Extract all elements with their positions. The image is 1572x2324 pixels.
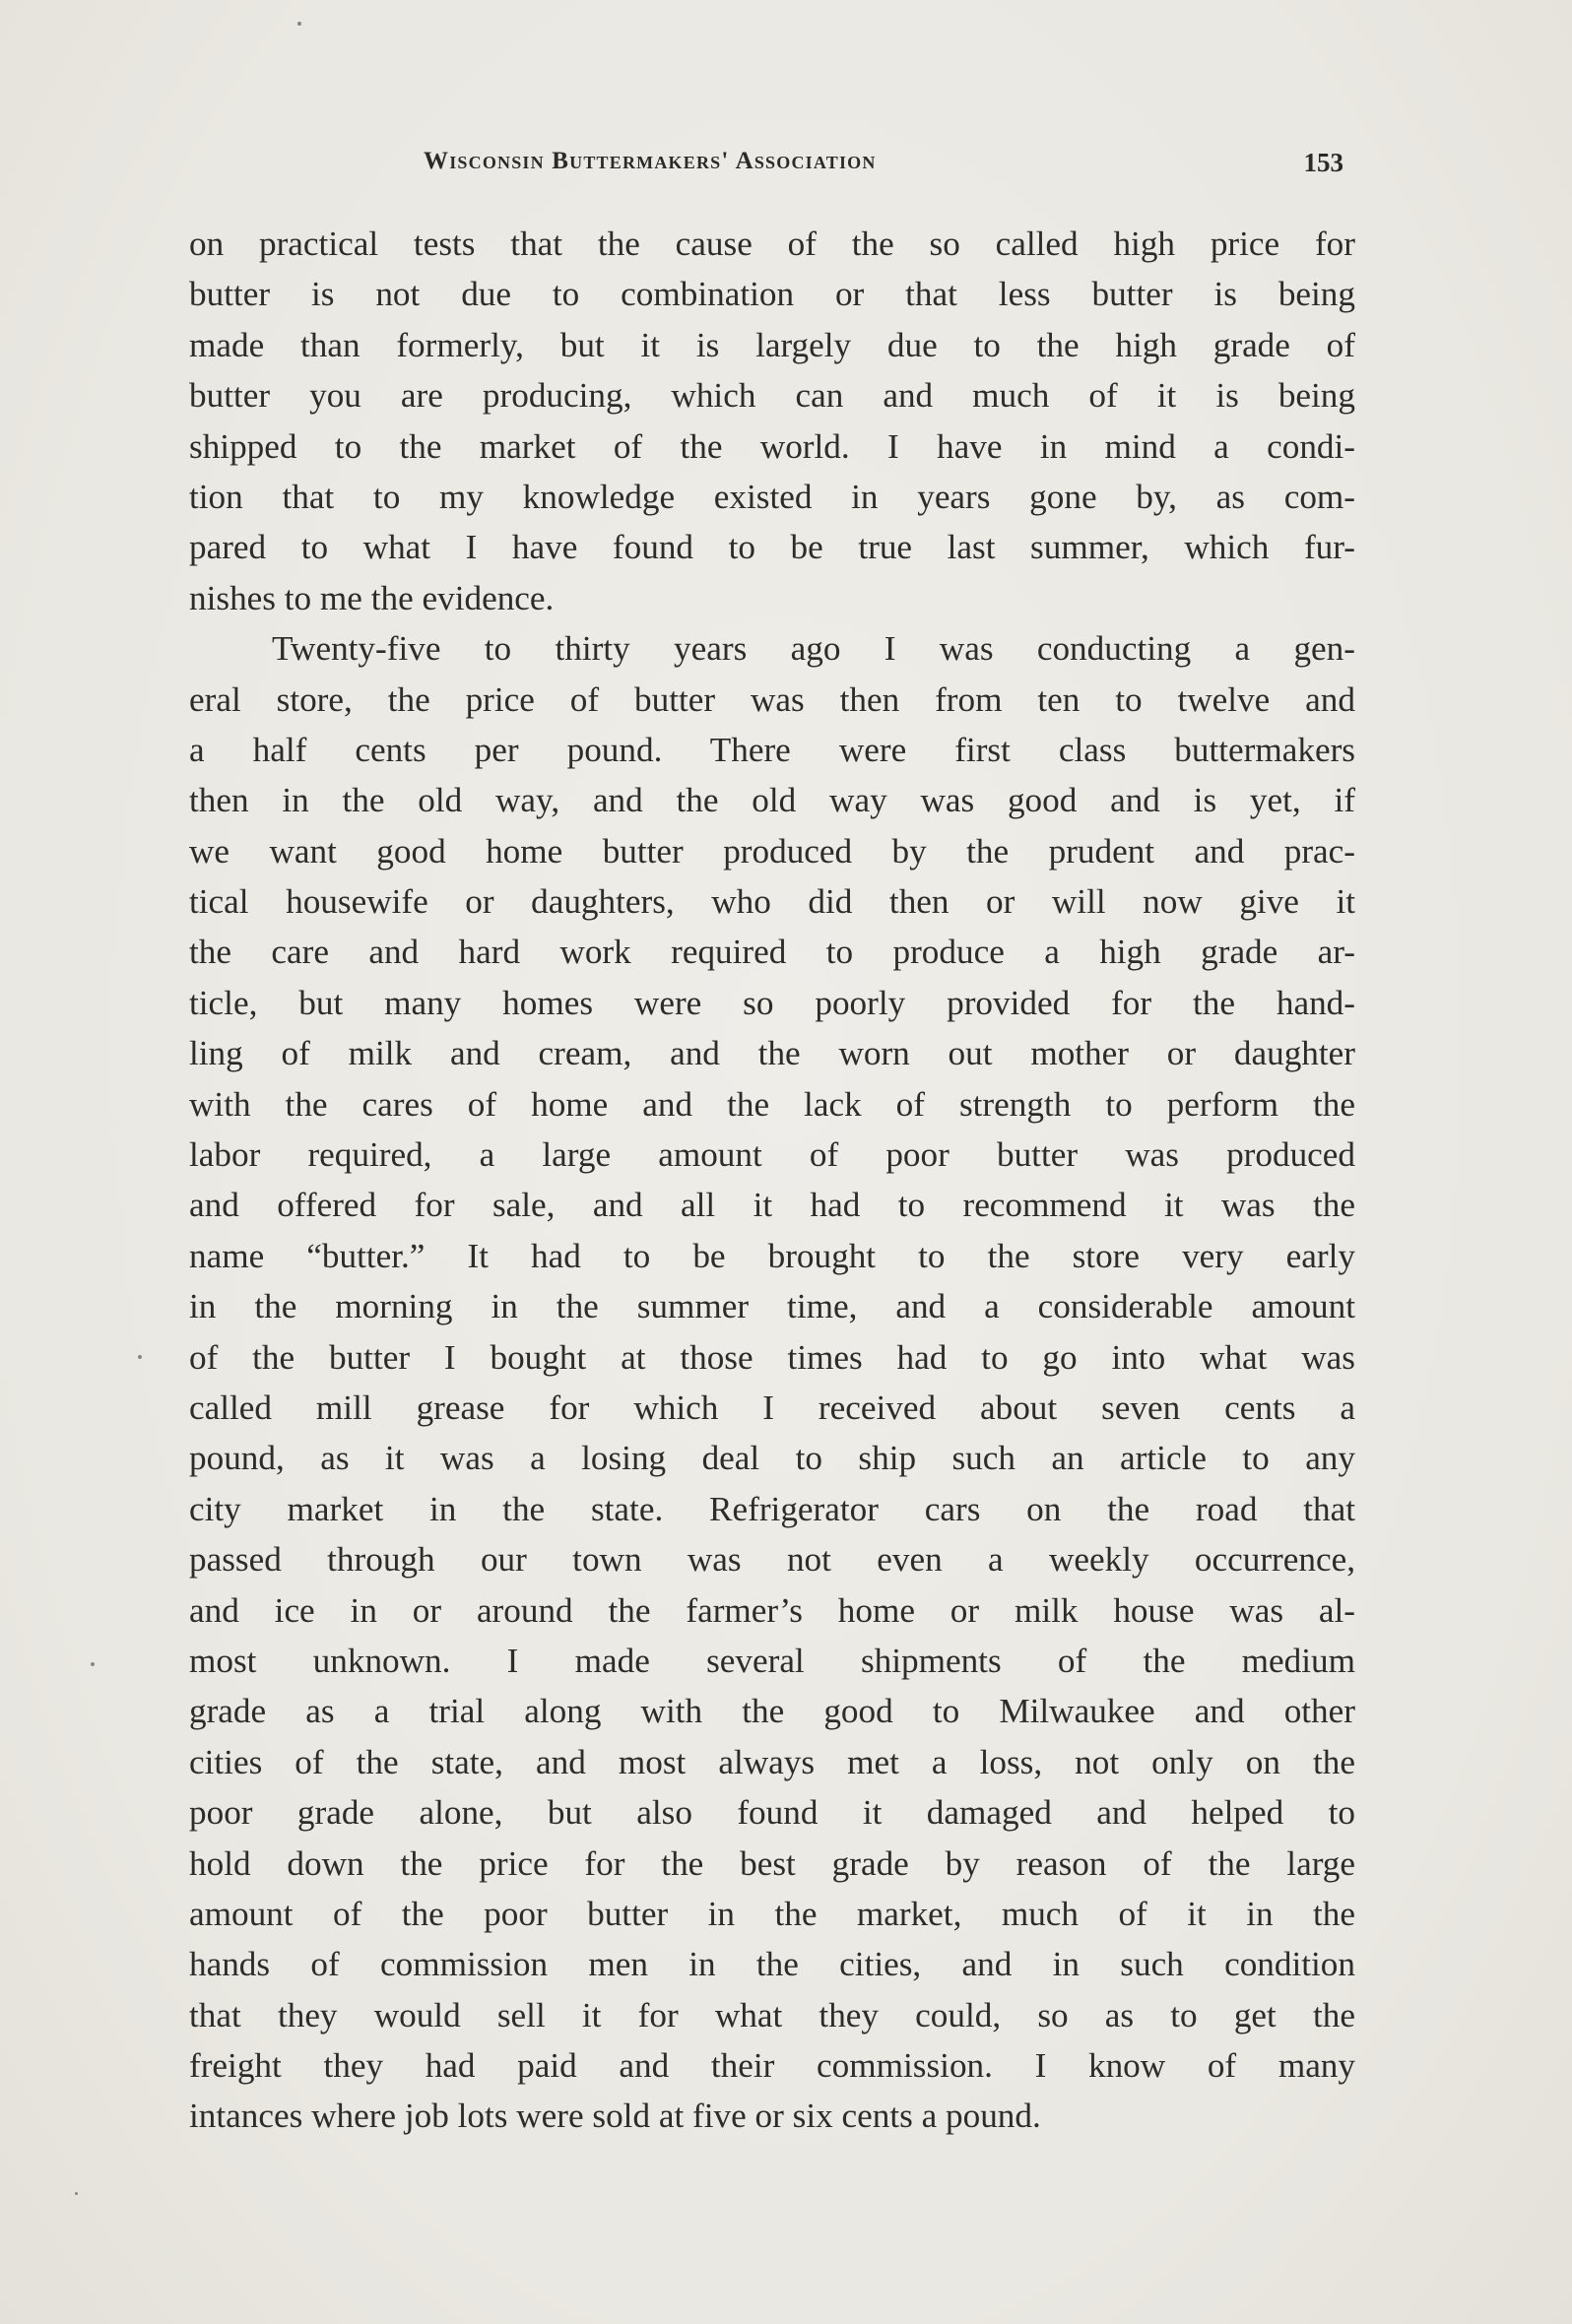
text-line: of the butter I bought at those times had to go into what was bbox=[189, 1337, 1355, 1377]
text-line: that they would sell it for what they could, so as to get the bbox=[189, 1995, 1355, 2034]
text-line: nishes to me the evidence. bbox=[189, 578, 555, 617]
paper-speck bbox=[297, 22, 301, 26]
text-line: butter you are producing, which can and much of it is being bbox=[189, 376, 1355, 416]
text-line: tical housewife or daughters, who did then or will now give it bbox=[189, 882, 1355, 922]
text-line: cities of the state, and most always met a loss, not only on the bbox=[189, 1742, 1355, 1781]
paper-speck bbox=[75, 2192, 78, 2195]
text-line: passed through our town was not even a weekly occurrence, bbox=[189, 1540, 1355, 1580]
text-line: grade as a trial along with the good to Milwaukee and other bbox=[189, 1692, 1355, 1731]
text-line: name “butter.” It had to be brought to the store very early bbox=[189, 1236, 1355, 1275]
text-line: pound, as it was a losing deal to ship such an article to any bbox=[189, 1439, 1355, 1478]
text-line: ling of milk and cream, and the worn out mother or daughter bbox=[189, 1034, 1355, 1073]
paper-speck bbox=[138, 1355, 142, 1359]
text-line: most unknown. I made several shipments of the medium bbox=[189, 1641, 1355, 1680]
text-line: and offered for sale, and all it had to recommend it was the bbox=[189, 1186, 1355, 1225]
text-line: ticle, but many homes were so poorly provided for the hand- bbox=[189, 983, 1355, 1022]
page-number: 153 bbox=[1303, 148, 1343, 177]
text-line: butter is not due to combination or that less butter is being bbox=[189, 275, 1355, 314]
text-line: Twenty-five to thirty years ago I was conducting a gen- bbox=[272, 629, 1355, 669]
paper-speck bbox=[91, 1662, 95, 1666]
text-line: labor required, a large amount of poor butter was produced bbox=[189, 1135, 1355, 1175]
text-line: made than formerly, but it is largely due to the high grade of bbox=[189, 325, 1355, 364]
text-line: we want good home butter produced by the prudent and prac- bbox=[189, 831, 1355, 871]
paragraph bbox=[189, 219, 1355, 623]
text-line: tion that to my knowledge existed in years gone by, as com- bbox=[189, 477, 1355, 516]
running-head bbox=[189, 148, 1343, 187]
text-line: then in the old way, and the old way was good and is yet, if bbox=[189, 781, 1355, 820]
text-line: on practical tests that the cause of the so called high price for bbox=[189, 225, 1355, 263]
text-line: hold down the price for the best grade by reason of the large bbox=[189, 1843, 1355, 1883]
text-line: freight they had paid and their commission. I know of many bbox=[189, 2046, 1355, 2086]
text-line: shipped to the market of the world. I have in mind a condi- bbox=[189, 426, 1355, 466]
text-line: pared to what I have found to be true last summer, which fur- bbox=[189, 528, 1355, 567]
text-line: in the morning in the summer time, and a considerable amount bbox=[189, 1287, 1355, 1326]
body-text bbox=[189, 219, 1355, 2142]
text-line: intances where job lots were sold at five or six cents a pound. bbox=[189, 2097, 1041, 2136]
text-line: with the cares of home and the lack of strength to perform the bbox=[189, 1084, 1355, 1124]
text-line: the care and hard work required to produce a high grade ar- bbox=[189, 933, 1355, 972]
text-line: and ice in or around the farmer’s home or milk house was al- bbox=[189, 1590, 1355, 1630]
paragraph bbox=[189, 623, 1355, 2142]
text-line: called mill grease for which I received about seven cents a bbox=[189, 1388, 1355, 1427]
text-line: city market in the state. Refrigerator cars on the road that bbox=[189, 1489, 1355, 1528]
text-line: a half cents per pound. There were first class buttermakers bbox=[189, 730, 1355, 769]
text-line: hands of commission men in the cities, and in such condition bbox=[189, 1945, 1355, 1984]
text-line: amount of the poor butter in the market, much of it in the bbox=[189, 1894, 1355, 1933]
text-line: eral store, the price of butter was then from ten to twelve and bbox=[189, 679, 1355, 719]
running-title: Wisconsin Buttermakers' Association bbox=[424, 148, 877, 174]
text-line: poor grade alone, but also found it damaged and helped to bbox=[189, 1793, 1355, 1833]
